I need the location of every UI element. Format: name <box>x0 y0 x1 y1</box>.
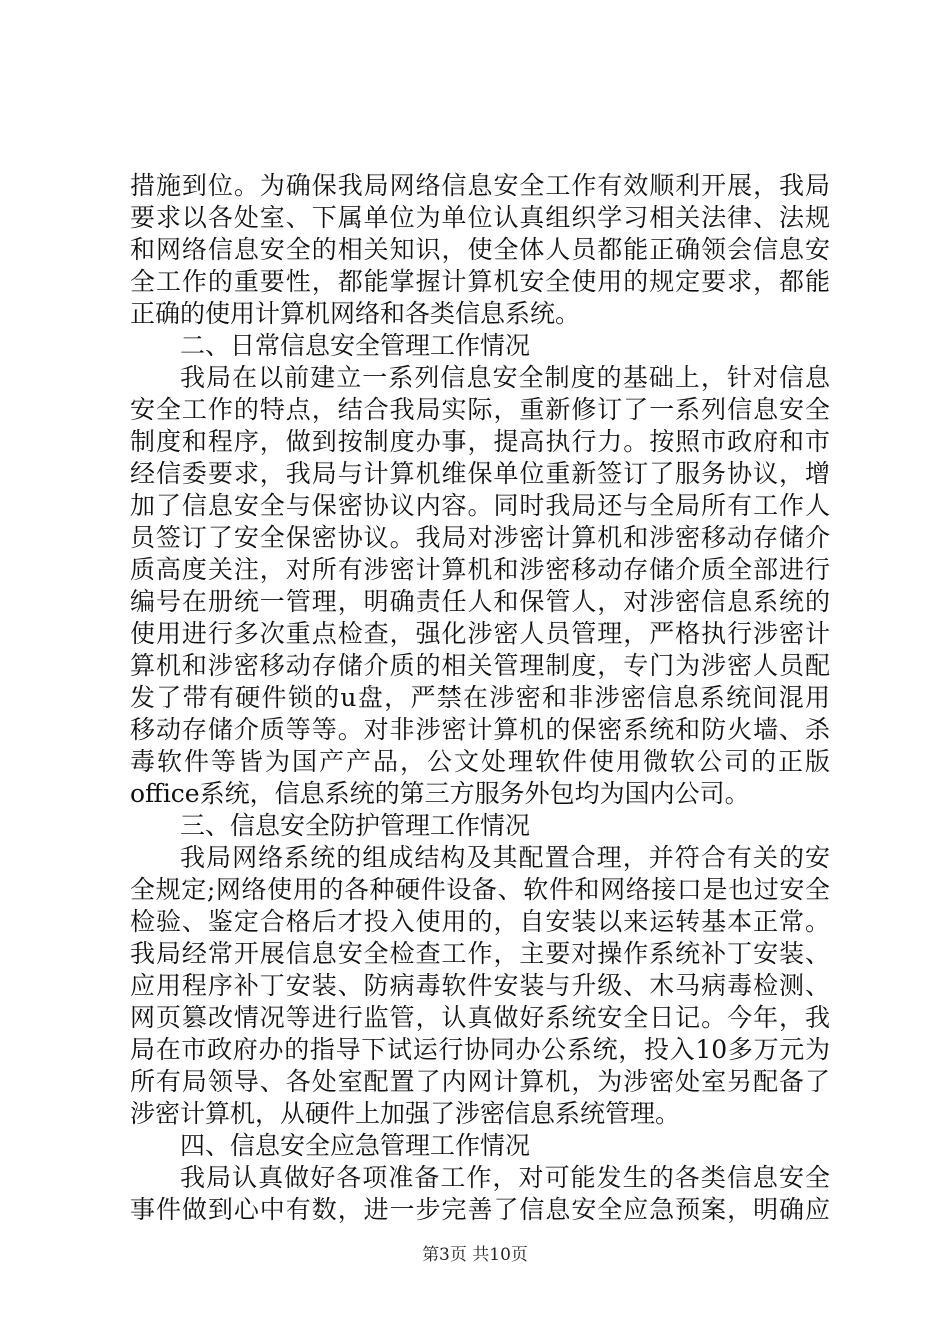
text-line: 检验、鉴定合格后才投入使用的，自安装以来运转基本正常。 <box>130 907 830 936</box>
text-line: 制度和程序，做到按制度办事，提高执行力。按照市政府和市 <box>130 427 830 456</box>
document-body <box>130 170 830 1226</box>
text-line: 应用程序补丁安装、防病毒软件安装与升级、木马病毒检测、 <box>130 971 830 1000</box>
section-heading: 三、信息安全防护管理工作情况 <box>180 811 531 840</box>
text-line: 我局认真做好各项准备工作，对可能发生的各类信息安全 <box>180 1163 830 1192</box>
text-line: 全规定;网络使用的各种硬件设备、软件和网络接口是也过安全 <box>130 875 830 904</box>
text-line: 事件做到心中有数，进一步完善了信息安全应急预案，明确应 <box>130 1195 830 1224</box>
text-line: 和网络信息安全的相关知识，使全体人员都能正确领会信息安 <box>130 235 830 264</box>
text-line: 措施到位。为确保我局网络信息安全工作有效顺利开展，我局 <box>130 171 830 200</box>
text-line: 我局经常开展信息安全检查工作，主要对操作系统补丁安装、 <box>130 939 830 968</box>
text-line: office系统，信息系统的第三方服务外包均为国内公司。 <box>130 779 750 808</box>
text-line: 全工作的重要性，都能掌握计算机安全使用的规定要求，都能 <box>130 267 830 296</box>
text-line: 局在市政府办的指导下试运行协同办公系统，投入10多万元为 <box>130 1035 830 1064</box>
section-heading: 四、信息安全应急管理工作情况 <box>180 1131 531 1160</box>
text-line: 网页篡改情况等进行监管，认真做好系统安全日记。今年，我 <box>130 1003 830 1032</box>
text-line: 算机和涉密移动存储介质的相关管理制度，专门为涉密人员配 <box>130 651 830 680</box>
text-line: 要求以各处室、下属单位为单位认真组织学习相关法律、法规 <box>130 203 830 232</box>
page-footer: 第3页 共10页 <box>422 1245 528 1265</box>
text-line: 我局在以前建立一系列信息安全制度的基础上，针对信息 <box>180 363 830 392</box>
text-line: 使用进行多次重点检查，强化涉密人员管理，严格执行涉密计 <box>130 619 830 648</box>
text-line: 安全工作的特点，结合我局实际，重新修订了一系列信息安全 <box>130 395 830 424</box>
text-line: 质高度关注，对所有涉密计算机和涉密移动存储介质全部进行 <box>130 555 830 584</box>
text-line: 加了信息安全与保密协议内容。同时我局还与全局所有工作人 <box>130 491 830 520</box>
text-line: 移动存储介质等等。对非涉密计算机的保密系统和防火墙、杀 <box>130 715 830 744</box>
text-line: 编号在册统一管理，明确责任人和保管人，对涉密信息系统的 <box>130 587 830 616</box>
text-line: 毒软件等皆为国产产品，公文处理软件使用微软公司的正版 <box>130 747 830 776</box>
text-line: 发了带有硬件锁的u盘，严禁在涉密和非涉密信息系统间混用 <box>130 683 830 712</box>
text-line: 经信委要求，我局与计算机维保单位重新签订了服务协议，增 <box>130 459 830 488</box>
text-line: 我局网络系统的组成结构及其配置合理，并符合有关的安 <box>180 843 830 872</box>
text-line: 涉密计算机，从硬件上加强了涉密信息系统管理。 <box>130 1099 681 1128</box>
text-line: 正确的使用计算机网络和各类信息系统。 <box>130 299 581 328</box>
text-line: 员签订了安全保密协议。我局对涉密计算机和涉密移动存储介 <box>130 523 830 552</box>
section-heading: 二、日常信息安全管理工作情况 <box>180 331 531 360</box>
text-line: 所有局领导、各处室配置了内网计算机，为涉密处室另配备了 <box>130 1067 830 1096</box>
